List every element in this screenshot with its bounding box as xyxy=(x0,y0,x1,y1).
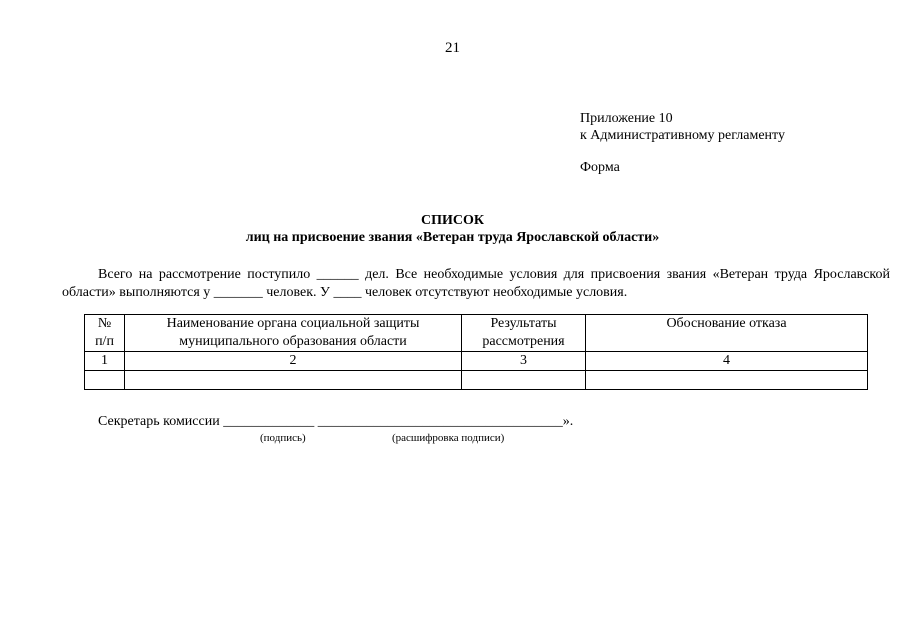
numbering-cell-3: 3 xyxy=(462,352,586,371)
signature-sign-label: (подпись) xyxy=(260,432,306,444)
appendix-line-2: к Административному регламенту xyxy=(580,128,785,143)
title-line-1: СПИСОК xyxy=(420,213,485,228)
intro-paragraph xyxy=(62,266,890,302)
table-empty-row xyxy=(85,371,868,390)
appendix-block xyxy=(580,110,785,144)
form-label: Форма xyxy=(580,160,620,175)
title-line-2: лиц на присвоение звания «Ветеран труда Ярославской области» xyxy=(245,230,660,245)
empty-cell xyxy=(586,371,868,390)
intro-paragraph-text: Всего на рассмотрение поступило ______ дел. Все необходимые условия для присвоения звания «Ветеран труда Ярославской области» выполняются у _______ человек. У ____ человек отсутствуют необходимые условия. xyxy=(62,267,890,300)
header-results: Результаты рассмотрения xyxy=(462,315,586,352)
numbering-cell-2: 2 xyxy=(125,352,462,371)
signature-decode-label: (расшифровка подписи) xyxy=(392,432,505,444)
page-number: 21 xyxy=(445,40,460,56)
document-title xyxy=(0,212,905,246)
empty-cell xyxy=(125,371,462,390)
header-organ-name: Наименование органа социальной защиты муниципального образования области xyxy=(125,315,462,352)
signature-line: Секретарь комиссии _____________ ___________________________________». xyxy=(98,414,574,429)
empty-cell xyxy=(85,371,125,390)
list-table xyxy=(84,314,868,390)
appendix-line-1: Приложение 10 xyxy=(580,111,673,126)
numbering-cell-4: 4 xyxy=(586,352,868,371)
header-number: № п/п xyxy=(85,315,125,352)
table-header-row xyxy=(85,315,868,352)
table-numbering-row xyxy=(85,352,868,371)
numbering-cell-1: 1 xyxy=(85,352,125,371)
empty-cell xyxy=(462,371,586,390)
header-refusal-reason: Обоснование отказа xyxy=(586,315,868,352)
